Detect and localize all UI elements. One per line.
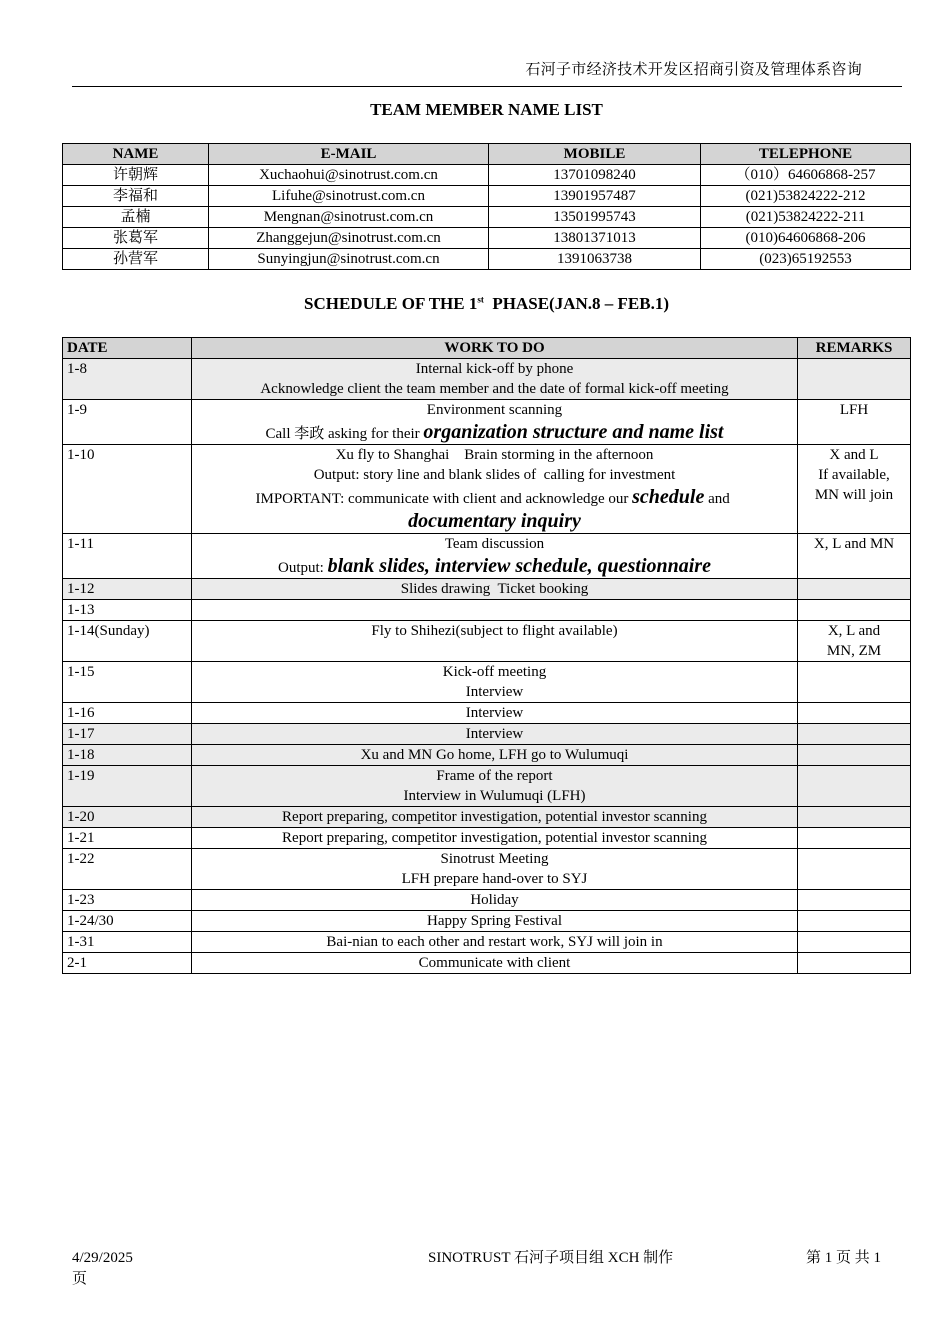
- team-member-table: [62, 143, 911, 270]
- schedule-remarks: [798, 359, 911, 400]
- remarks-line: MN, ZM: [826, 643, 882, 659]
- col-date-header: DATE: [63, 338, 192, 359]
- table-row: [63, 165, 911, 186]
- table-header-row: [63, 338, 911, 359]
- schedule-date: 1-21: [63, 828, 192, 849]
- col-mobile-header: MOBILE: [489, 144, 701, 165]
- schedule-work: [192, 849, 798, 890]
- work-line: Internal kick-off by phone: [415, 361, 574, 377]
- member-mobile: 1391063738: [489, 249, 701, 270]
- schedule-date: 1-31: [63, 932, 192, 953]
- emphasized-text: documentary inquiry: [408, 510, 581, 532]
- table-row: [63, 766, 911, 807]
- table-row: [63, 724, 911, 745]
- schedule-date: 1-10: [63, 445, 192, 534]
- emphasized-text: organization structure and name list: [423, 421, 724, 443]
- table-row: [63, 953, 911, 974]
- table-row: [63, 828, 911, 849]
- table-row: [63, 932, 911, 953]
- member-telephone: (021)53824222-211: [701, 207, 911, 228]
- schedule-work: Communicate with client: [192, 953, 798, 974]
- schedule-remarks: [798, 807, 911, 828]
- remarks-line: If available,: [818, 467, 890, 483]
- schedule-remarks: [798, 953, 911, 974]
- schedule-work: [192, 445, 798, 534]
- work-line: Kick-off meeting: [442, 664, 547, 680]
- remarks-line: MN will join: [814, 487, 894, 503]
- work-line: Interview in Wulumuqi (LFH): [403, 788, 586, 804]
- table-row: [63, 890, 911, 911]
- schedule-date: 1-19: [63, 766, 192, 807]
- col-work-header: WORK TO DO: [192, 338, 798, 359]
- table-row: [63, 745, 911, 766]
- schedule-work: [192, 534, 798, 579]
- table-row: [63, 207, 911, 228]
- table-row: [63, 849, 911, 890]
- schedule-date: 1-14(Sunday): [63, 621, 192, 662]
- schedule-date: 1-8: [63, 359, 192, 400]
- schedule-date: 2-1: [63, 953, 192, 974]
- member-name: 李福和: [63, 186, 209, 207]
- schedule-title-sup: st: [477, 294, 484, 305]
- table-row: [63, 911, 911, 932]
- col-telephone-header: TELEPHONE: [701, 144, 911, 165]
- work-line: Team discussion: [444, 536, 545, 552]
- table-row: [63, 249, 911, 270]
- schedule-work: Holiday: [192, 890, 798, 911]
- table-row: [63, 662, 911, 703]
- member-name: 孙营军: [63, 249, 209, 270]
- work-line: LFH prepare hand-over to SYJ: [401, 871, 588, 887]
- schedule-work: Xu and MN Go home, LFH go to Wulumuqi: [192, 745, 798, 766]
- member-mobile: 13701098240: [489, 165, 701, 186]
- schedule-title: [62, 294, 911, 314]
- member-email: Xuchaohui@sinotrust.com.cn: [209, 165, 489, 186]
- remarks-line: X and L: [829, 447, 879, 463]
- schedule-title-phase: PHASE(JAN.8 – FEB.1): [492, 294, 669, 313]
- member-name: 许朝辉: [63, 165, 209, 186]
- schedule-remarks: [798, 849, 911, 890]
- table-row: [63, 186, 911, 207]
- schedule-work: Report preparing, competitor investigation, potential investor scanning: [192, 807, 798, 828]
- schedule-remarks: [798, 745, 911, 766]
- schedule-remarks: [798, 828, 911, 849]
- schedule-work: [192, 766, 798, 807]
- work-line: [196, 554, 793, 578]
- schedule-work: Report preparing, competitor investigation, potential investor scanning: [192, 828, 798, 849]
- schedule-date: 1-13: [63, 600, 192, 621]
- member-mobile: 13501995743: [489, 207, 701, 228]
- table-row: [63, 621, 911, 662]
- footer-center: SINOTRUST 石河子项目组 XCH 制作: [428, 1250, 674, 1266]
- schedule-work: Happy Spring Festival: [192, 911, 798, 932]
- emphasized-text: schedule: [632, 486, 705, 508]
- table-row: [63, 445, 911, 534]
- table-row: [63, 534, 911, 579]
- work-text: and: [704, 491, 734, 507]
- schedule-work: Interview: [192, 703, 798, 724]
- work-line: Acknowledge client the team member and the date of formal kick-off meeting: [260, 381, 729, 397]
- team-list-title: TEAM MEMBER NAME LIST: [370, 100, 603, 119]
- schedule-work: Interview: [192, 724, 798, 745]
- work-text: IMPORTANT: communicate with client and acknowledge our: [255, 491, 633, 507]
- schedule-remarks: [798, 600, 911, 621]
- schedule-remarks: LFH: [798, 400, 911, 445]
- schedule-remarks: [798, 890, 911, 911]
- member-email: Lifuhe@sinotrust.com.cn: [209, 186, 489, 207]
- member-email: Zhanggejun@sinotrust.com.cn: [209, 228, 489, 249]
- schedule-date: 1-12: [63, 579, 192, 600]
- schedule-title-main: SCHEDULE OF THE 1: [304, 294, 478, 313]
- schedule-remarks: [798, 621, 911, 662]
- member-name: 张葛军: [63, 228, 209, 249]
- schedule-date: 1-23: [63, 890, 192, 911]
- table-row: [63, 703, 911, 724]
- schedule-date: 1-22: [63, 849, 192, 890]
- table-row: [63, 400, 911, 445]
- member-email: Sunyingjun@sinotrust.com.cn: [209, 249, 489, 270]
- member-telephone: (010)64606868-206: [701, 228, 911, 249]
- schedule-date: 1-17: [63, 724, 192, 745]
- schedule-work: [192, 400, 798, 445]
- schedule-table: [62, 337, 911, 974]
- table-row: [63, 579, 911, 600]
- schedule-remarks: [798, 703, 911, 724]
- work-line: Xu fly to Shanghai Brain storming in the afternoon: [335, 447, 654, 463]
- footer-date-text: 4/29/2025: [72, 1250, 133, 1266]
- schedule-remarks: [798, 932, 911, 953]
- schedule-work: Fly to Shihezi(subject to flight available): [192, 621, 798, 662]
- table-row: [63, 228, 911, 249]
- schedule-work: Slides drawing Ticket booking: [192, 579, 798, 600]
- schedule-remarks: X, L and MN: [798, 534, 911, 579]
- table-row: [63, 600, 911, 621]
- schedule-remarks: [798, 766, 911, 807]
- member-telephone: (023)65192553: [701, 249, 911, 270]
- footer-date: [72, 1248, 133, 1290]
- footer-page-number: 第 1 页 共 1: [806, 1250, 882, 1266]
- schedule-date: 1-9: [63, 400, 192, 445]
- document-header: 石河子市经济技术开发区招商引资及管理体系咨询: [525, 62, 862, 78]
- header-rule: [72, 86, 902, 87]
- table-row: [63, 359, 911, 400]
- work-line: Environment scanning: [426, 402, 563, 418]
- schedule-work: [192, 662, 798, 703]
- schedule-work: Bai-nian to each other and restart work, SYJ will join in: [192, 932, 798, 953]
- work-line: Interview: [465, 684, 524, 700]
- schedule-date: 1-16: [63, 703, 192, 724]
- schedule-work: [192, 600, 798, 621]
- col-remarks-header: REMARKS: [798, 338, 911, 359]
- schedule-remarks: [798, 445, 911, 534]
- member-mobile: 13901957487: [489, 186, 701, 207]
- work-line: [196, 420, 793, 444]
- schedule-date: 1-15: [63, 662, 192, 703]
- member-mobile: 13801371013: [489, 228, 701, 249]
- col-name-header: NAME: [63, 144, 209, 165]
- footer-page-wrap: 页: [72, 1271, 88, 1287]
- work-line: [196, 485, 793, 533]
- schedule-remarks: [798, 579, 911, 600]
- emphasized-text: blank slides, interview schedule, questionnaire: [327, 555, 711, 577]
- work-line: Sinotrust Meeting: [440, 851, 549, 867]
- col-email-header: E-MAIL: [209, 144, 489, 165]
- schedule-date: 1-11: [63, 534, 192, 579]
- member-telephone: (021)53824222-212: [701, 186, 911, 207]
- schedule-date: 1-18: [63, 745, 192, 766]
- schedule-remarks: [798, 662, 911, 703]
- schedule-remarks: [798, 724, 911, 745]
- work-text: Output:: [278, 560, 328, 576]
- remarks-line: X, L and: [827, 623, 881, 639]
- work-line: Frame of the report: [436, 768, 553, 784]
- table-row: [63, 807, 911, 828]
- member-telephone: （010）64606868-257: [701, 165, 911, 186]
- schedule-date: 1-24/30: [63, 911, 192, 932]
- work-text: Call 李政 asking for their: [265, 426, 424, 442]
- work-line: Output: story line and blank slides of calling for investment: [313, 467, 676, 483]
- schedule-remarks: [798, 911, 911, 932]
- member-email: Mengnan@sinotrust.com.cn: [209, 207, 489, 228]
- member-name: 孟楠: [63, 207, 209, 228]
- table-header-row: [63, 144, 911, 165]
- schedule-work: [192, 359, 798, 400]
- schedule-date: 1-20: [63, 807, 192, 828]
